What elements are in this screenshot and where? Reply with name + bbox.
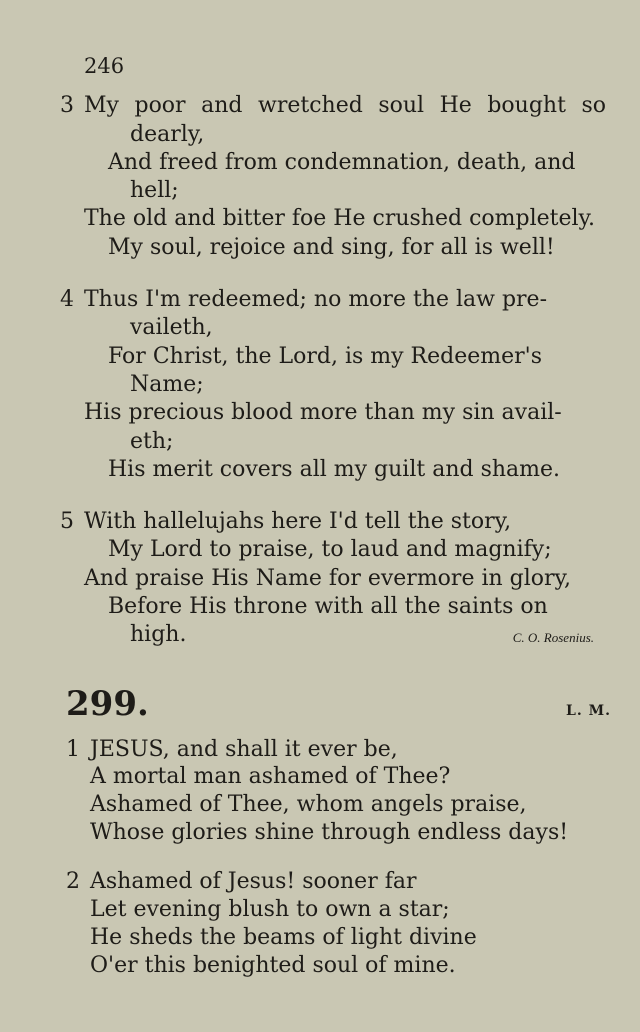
verse-line: For Christ, the Lord, is my Redeemer's bbox=[108, 344, 542, 369]
stanza-number: 3 bbox=[60, 93, 74, 118]
verse-line: Let evening blush to own a star; bbox=[90, 897, 450, 922]
stanza-number: 2 bbox=[66, 869, 80, 894]
verse-line: And praise His Name for evermore in glory, bbox=[84, 566, 572, 591]
verse-line: Whose glories shine through endless days! bbox=[90, 820, 569, 845]
verse-line: His precious blood more than my sin avail- bbox=[84, 400, 562, 425]
verse-line: vaileth, bbox=[130, 315, 213, 340]
verse-line: Name; bbox=[130, 372, 204, 397]
stanza-number: 4 bbox=[60, 287, 74, 312]
hymn-number: 299. bbox=[66, 684, 149, 724]
verse-line: hell; bbox=[130, 178, 179, 203]
verse-line: high. bbox=[130, 622, 187, 647]
page-number: 246 bbox=[84, 54, 125, 78]
verse-line: My poor and wretched soul He bought so bbox=[84, 93, 606, 118]
stanza-number: 1 bbox=[66, 737, 80, 762]
verse-line: With hallelujahs here I'd tell the story, bbox=[84, 509, 512, 534]
verse-line: Ashamed of Jesus! sooner far bbox=[90, 869, 417, 894]
verse-line: JESUS, and shall it ever be, bbox=[90, 737, 398, 762]
verse-line: My Lord to praise, to laud and magnify; bbox=[108, 537, 552, 562]
verse-line: The old and bitter foe He crushed completely. bbox=[84, 206, 596, 231]
verse-line: dearly, bbox=[130, 122, 205, 147]
verse-line: Before His throne with all the saints on bbox=[108, 594, 548, 619]
verse-line: And freed from condemnation, death, and bbox=[108, 150, 576, 175]
verse-line: My soul, rejoice and sing, for all is well! bbox=[108, 235, 555, 260]
verse-line: Ashamed of Thee, whom angels praise, bbox=[90, 792, 527, 817]
verse-line: A mortal man ashamed of Thee? bbox=[90, 764, 451, 789]
stanza-number: 5 bbox=[60, 509, 74, 534]
hymn-meter: L. M. bbox=[566, 703, 611, 719]
verse-line: He sheds the beams of light divine bbox=[90, 925, 477, 950]
author-credit: C. O. Rosenius. bbox=[512, 630, 594, 645]
verse-line: eth; bbox=[130, 429, 174, 454]
verse-line: Thus I'm redeemed; no more the law pre- bbox=[84, 287, 548, 312]
verse-line: O'er this benighted soul of mine. bbox=[90, 953, 456, 978]
verse-line: His merit covers all my guilt and shame. bbox=[108, 457, 561, 482]
